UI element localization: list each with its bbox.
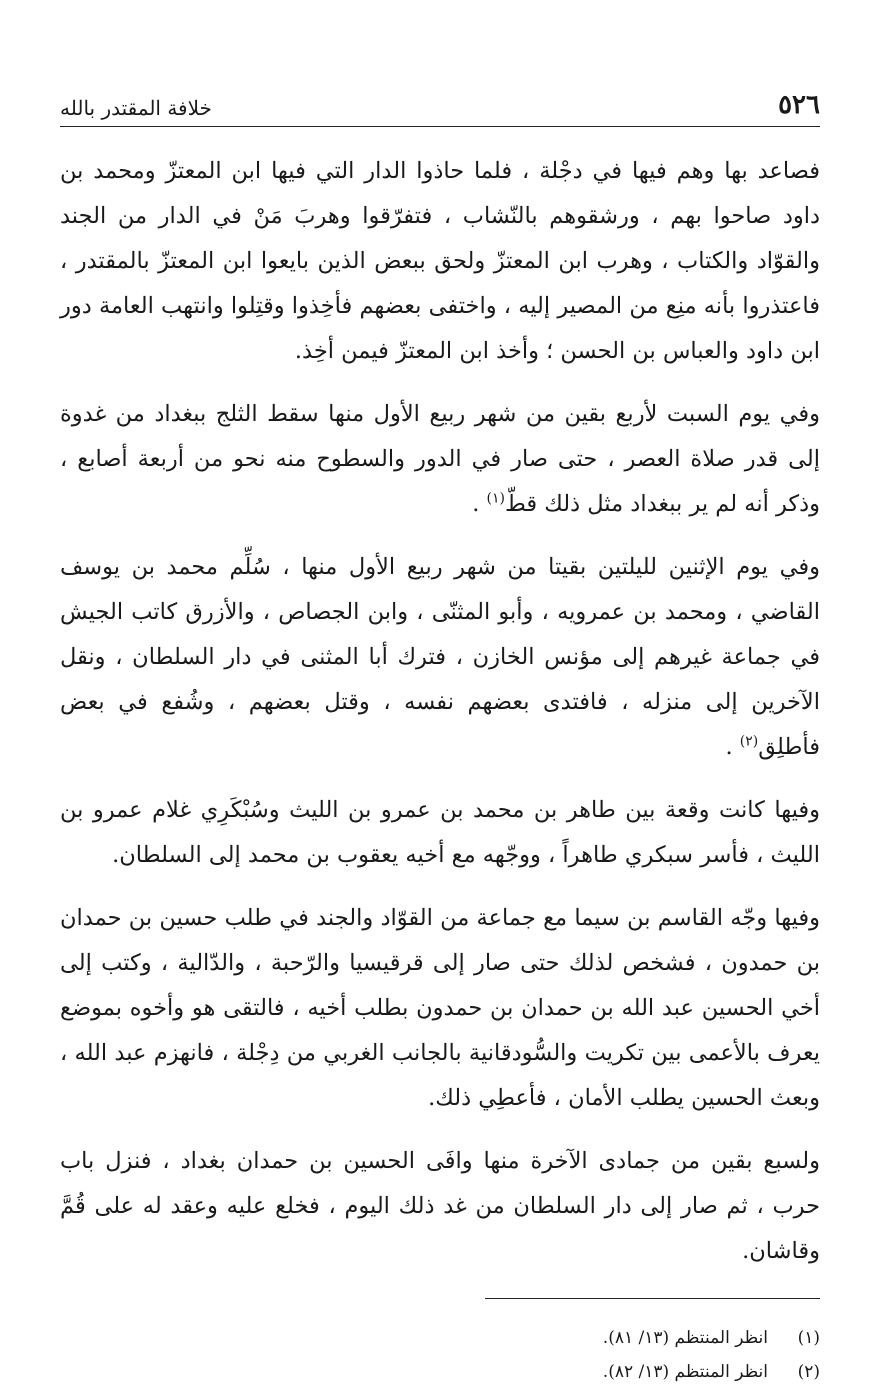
- book-page: [60, 80, 820, 1389]
- footnote-item: [60, 1321, 820, 1355]
- page-number: ٥٢٦: [778, 90, 820, 120]
- footnotes: [60, 1321, 820, 1389]
- footnote-divider: [485, 1298, 820, 1299]
- body-text: [60, 149, 820, 1274]
- running-header: [60, 80, 820, 127]
- paragraph: [60, 896, 820, 1121]
- footnote-marker: (١): [797, 1328, 820, 1348]
- paragraph-text: وفي يوم الإثنين لليلتين بقيتا من شهر ربيع الأول منها ، سُلِّم محمد بن يوسف القاضي ، ومحمد بن عمرويه ، وأبو المثنّى ، وابن الجصاص ، والأزرق كاتب الجيش في جماعة غيرهم إلى مؤنس الخازن ، فترك أبا المثنى في دار السلطان ، ونقل الآخرين إلى منزله ، فافتدى بعضهم نفسه ، وقتل بعضهم ، وشُفع في بعض فأطلِق: [60, 554, 820, 760]
- footnote-reference[interactable]: (٢): [739, 733, 759, 750]
- paragraph: [60, 392, 820, 527]
- paragraph: [60, 788, 820, 878]
- footnote-item: [60, 1355, 820, 1389]
- paragraph-text: ولسبع بقين من جمادى الآخرة منها وافَى الحسين بن حمدان بغداد ، فنزل باب حرب ، ثم صار إلى دار السلطان من غد ذلك اليوم ، فخلع عليه وعقد له على قُمَّ وقاشان.: [60, 1148, 820, 1264]
- paragraph-text: وفيها وجّه القاسم بن سيما مع جماعة من القوّاد والجند في طلب حسين بن حمدان بن حمدون ، فشخص لذلك حتى صار إلى قرقيسيا والرّحبة ، والدّالية ، وكتب إلى أخي الحسين عبد الله بن حمدان بن حمدون بطلب أخيه ، فالتقى هو وأخوه بموضع يعرف بالأعمى بين تكريت والسُّودقانية بالجانب الغربي من دِجْلة ، فانهزم عبد الله ، وبعث الحسين يطلب الأمان ، فأعطِي ذلك.: [60, 905, 820, 1111]
- footnote-marker: (٢): [797, 1362, 820, 1382]
- paragraph-text: وفي يوم السبت لأربع بقين من شهر ربيع الأول منها سقط الثلج ببغداد من غدوة إلى قدر صلاة العصر ، حتى صار في الدور والسطوح منه نحو من أربعة أصابع ، وذكر أنه لم ير ببغداد مثل ذلك قطّ: [60, 401, 820, 517]
- paragraph-text: وفيها كانت وقعة بين طاهر بن محمد بن عمرو بن الليث وسُبْكَرِي غلام عمرو بن الليث ، فأسر سبكري طاهراً ، ووجّهه مع أخيه يعقوب بن محمد إلى السلطان.: [60, 797, 820, 868]
- footnote-reference[interactable]: (١): [486, 490, 506, 507]
- paragraph: [60, 545, 820, 770]
- paragraph: [60, 1139, 820, 1274]
- paragraph-ending: .: [725, 734, 740, 760]
- footnote-text: انظر المنتظم (١٣/ ٨٢).: [602, 1362, 768, 1382]
- paragraph: [60, 149, 820, 374]
- paragraph-ending: .: [472, 491, 487, 517]
- footnote-text: انظر المنتظم (١٣/ ٨١).: [602, 1328, 768, 1348]
- paragraph-text: فصاعد بها وهم فيها في دجْلة ، فلما حاذوا الدار التي فيها ابن المعتزّ ومحمد بن داود صاحوا بهم ، ورشقوهم بالنّشاب ، فتفرّقوا وهربَ مَنْ في الدار من الجند والقوّاد والكتاب ، وهرب ابن المعتزّ ولحق ببعض الذين بايعوا ابن المعتزّ بالمقتدر ، فاعتذروا بأنه منِع من المصير إليه ، واختفى بعضهم فأخِذوا وقتِلوا وانتهب العامة دور ابن داود والعباس بن الحسن ؛ وأخذ ابن المعتزّ فيمن أخِذ.: [60, 158, 820, 364]
- running-title: خلافة المقتدر بالله: [60, 96, 212, 120]
